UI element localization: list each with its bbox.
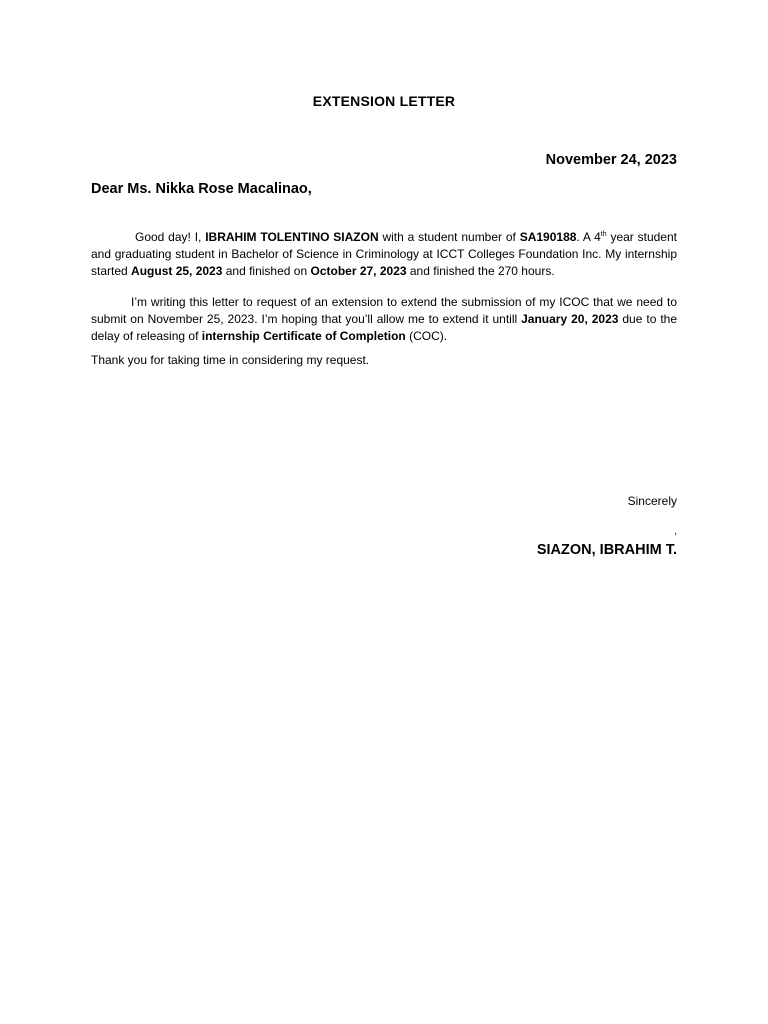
para2-text-1: I’m writing this letter to request of an extension to extend the submission of my ICOC that we need to submit on November 25, 2023. I’m hoping that you’ll allow me to extend it untill xyxy=(91,295,677,326)
body-paragraph-1 xyxy=(91,229,677,280)
student-number: SA190188 xyxy=(519,230,577,244)
closing-mark: , xyxy=(674,526,677,537)
ordinal-suffix: th xyxy=(600,231,607,238)
para1-text-1: Good day! I, xyxy=(135,230,206,244)
internship-start-date: August 25, 2023 xyxy=(131,264,223,278)
certificate-name: internship Certificate of Completion xyxy=(201,329,406,343)
para1-text-4: year student and graduating student in Bachelor of Science in Criminology at ICCT Colleges Foundation Inc. My internship started xyxy=(91,230,677,278)
body-paragraph-3: Thank you for taking time in considering my request. xyxy=(91,353,370,367)
body-paragraph-2 xyxy=(91,294,677,345)
closing: Sincerely xyxy=(627,494,677,508)
salutation: Dear Ms. Nikka Rose Macalinao, xyxy=(91,181,312,197)
letter-title: EXTENSION LETTER xyxy=(312,93,456,109)
para1-text-6: and finished the 270 hours. xyxy=(406,264,555,278)
letter-date: November 24, 2023 xyxy=(545,152,677,168)
para1-text-5: and finished on xyxy=(222,264,311,278)
para1-text-3: . A 4 xyxy=(576,230,601,244)
para2-text-2: due to the delay of releasing of xyxy=(91,312,677,343)
extension-date: January 20, 2023 xyxy=(521,312,619,326)
para2-text-3: (COC). xyxy=(405,329,448,343)
student-name: IBRAHIM TOLENTINO SIAZON xyxy=(205,230,379,244)
signature-name: SIAZON, IBRAHIM T. xyxy=(536,542,677,558)
para1-text-2: with a student number of xyxy=(378,230,520,244)
internship-end-date: October 27, 2023 xyxy=(310,264,407,278)
